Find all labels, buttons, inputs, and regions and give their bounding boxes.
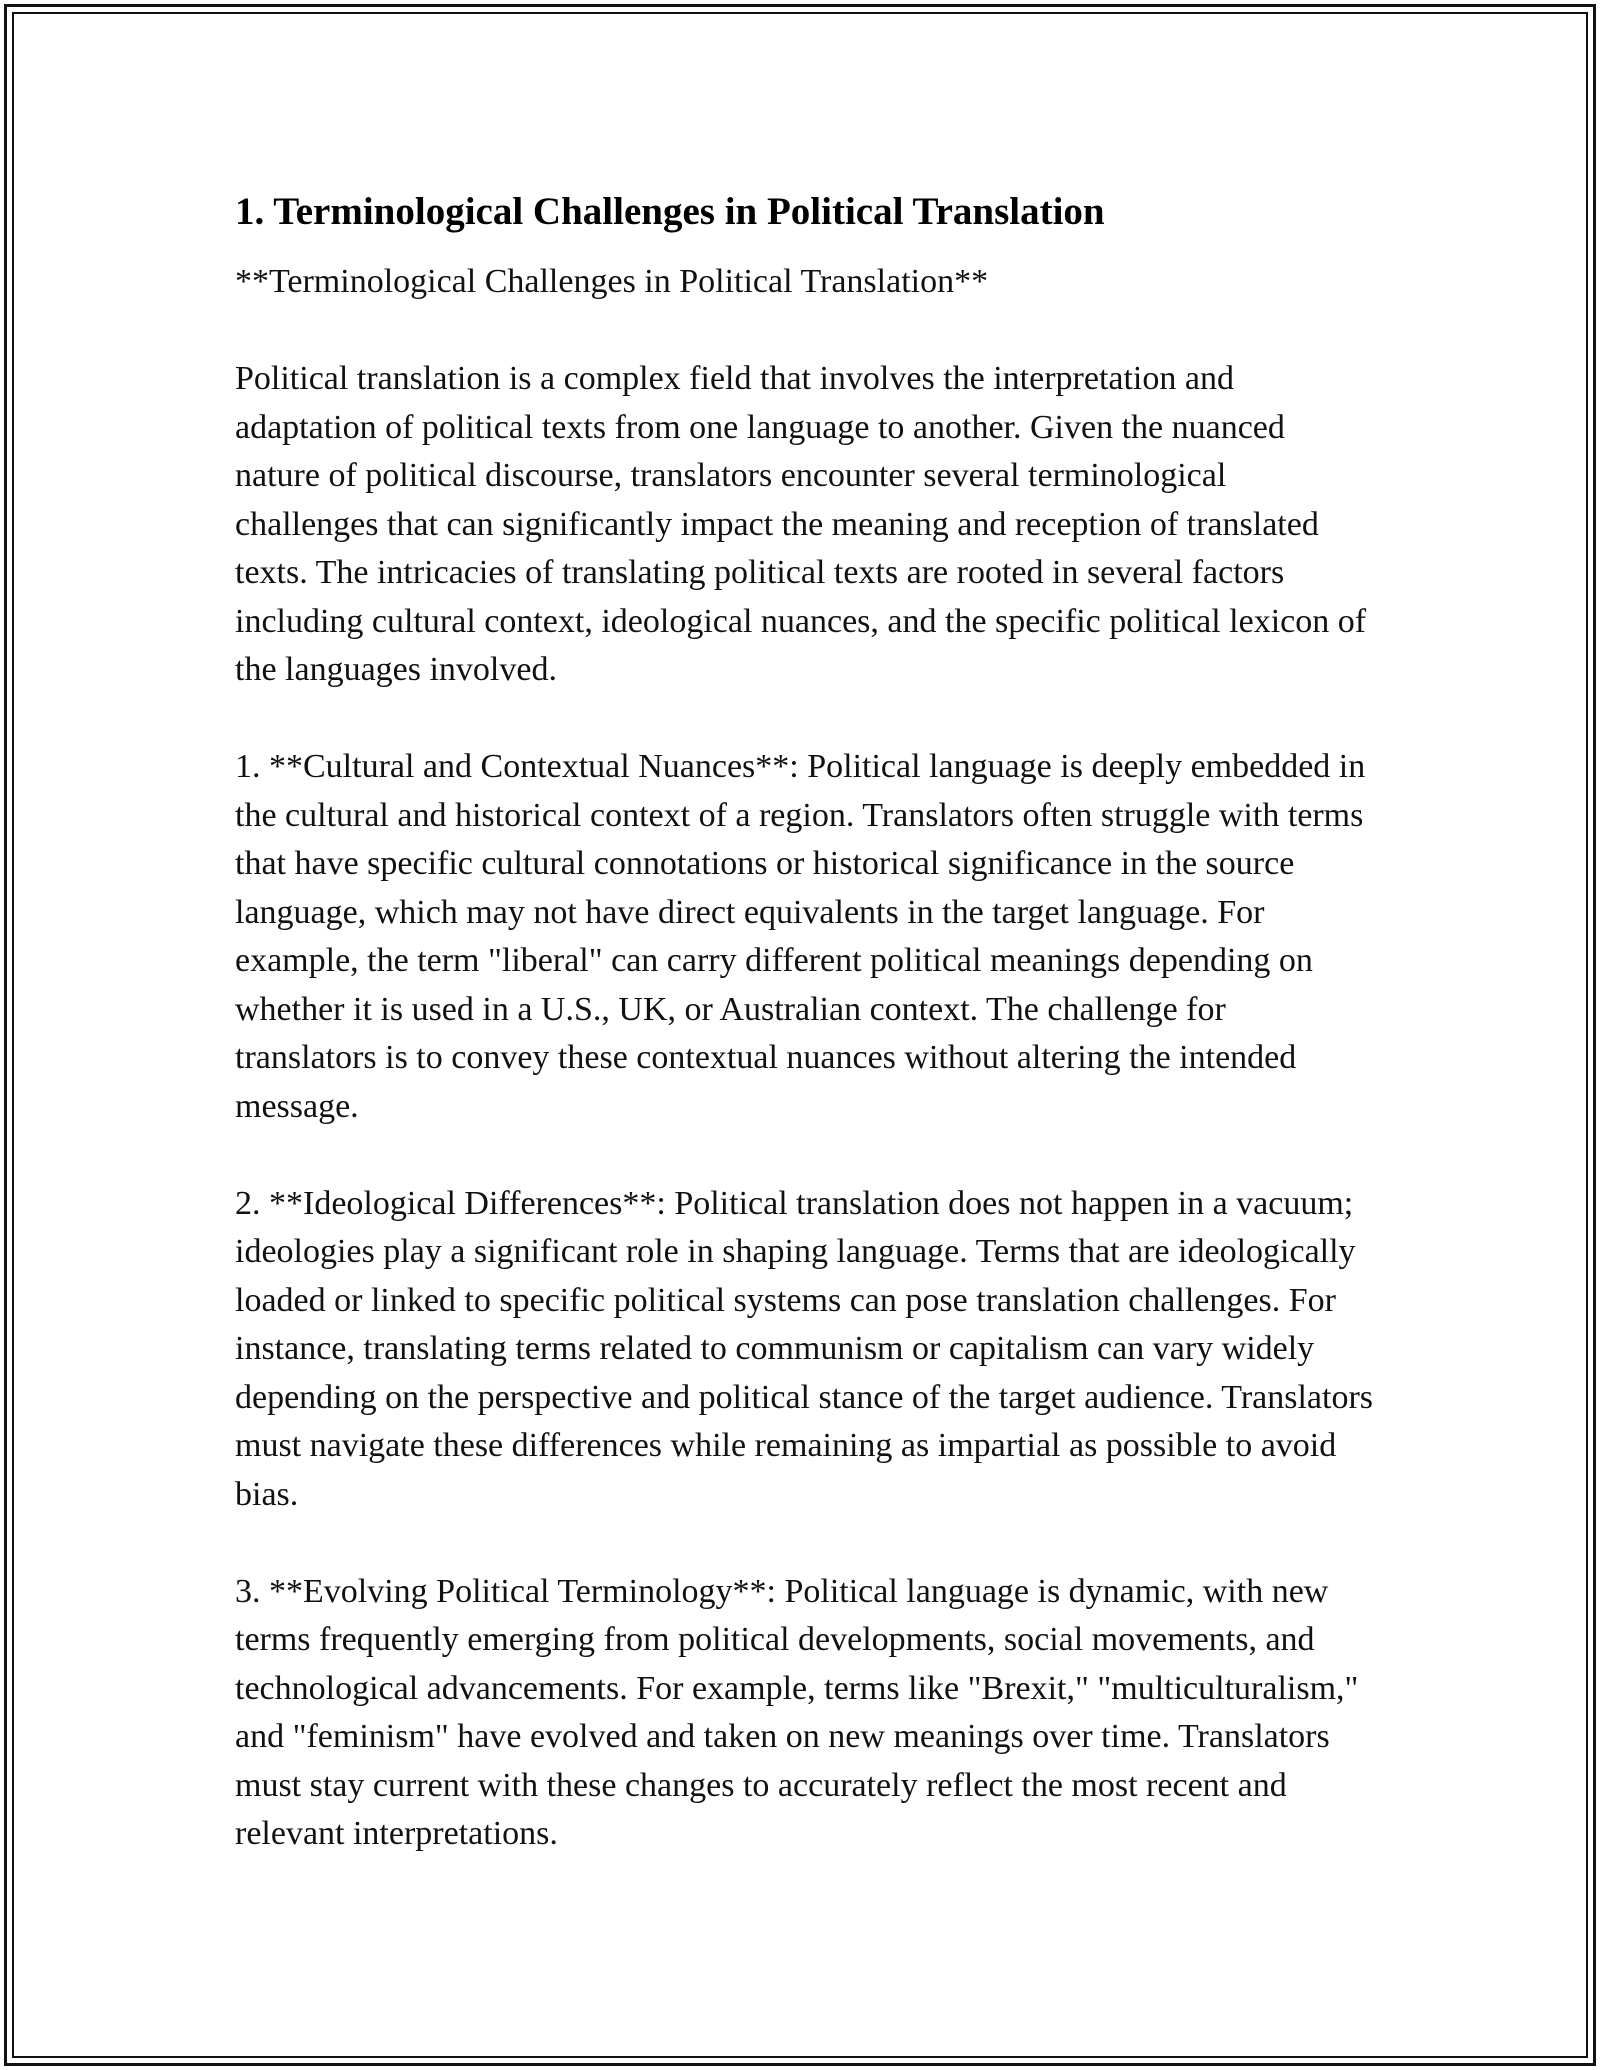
section-heading: 1. Terminological Challenges in Political Translation xyxy=(235,190,1105,233)
point-cultural-nuances: 1. **Cultural and Contextual Nuances**: Political language is deeply embedded in the cultural and historical context of a region. Translators often struggle with terms that have specific cultural connotations or historical significance in the source language, which may not have direct equivalents in the target language. For example, the term "liberal" can carry different political meanings depending on whether it is used in a U.S., UK, or Australian context. The challenge for translators is to convey these contextual nuances without altering the intended message. xyxy=(235,748,1366,1125)
point-ideological-differences: 2. **Ideological Differences**: Political translation does not happen in a vacuum; ideologies play a significant role in shaping language. Terms that are ideologically loaded or linked to specific political systems can pose translation challenges. For instance, translating terms related to communism or capitalism can vary widely depending on the perspective and political stance of the target audience. Translators must navigate these differences while remaining as impartial as possible to avoid bias. xyxy=(235,1184,1374,1513)
section-subtitle: **Terminological Challenges in Political Translation** xyxy=(235,263,989,300)
intro-paragraph: Political translation is a complex field that involves the interpretation and adaptation of political texts from one language to another. Given the nuanced nature of political discourse, translators encounter several terminological challenges that can significantly impact the meaning and reception of translated texts. The intricacies of translating political texts are rooted in several factors including cultural context, ideological nuances, and the specific political lexicon of the languages involved. xyxy=(235,360,1367,688)
point-evolving-terminology: 3. **Evolving Political Terminology**: Political language is dynamic, with new terms frequently emerging from political developments, social movements, and technological advancements. For example, terms like "Brexit," "multiculturalism," and "feminism" have evolved and taken on new meanings over time. Translators must stay current with these changes to accurately reflect the most recent and relevant interpretations. xyxy=(235,1572,1359,1852)
document-body xyxy=(235,186,1375,1859)
